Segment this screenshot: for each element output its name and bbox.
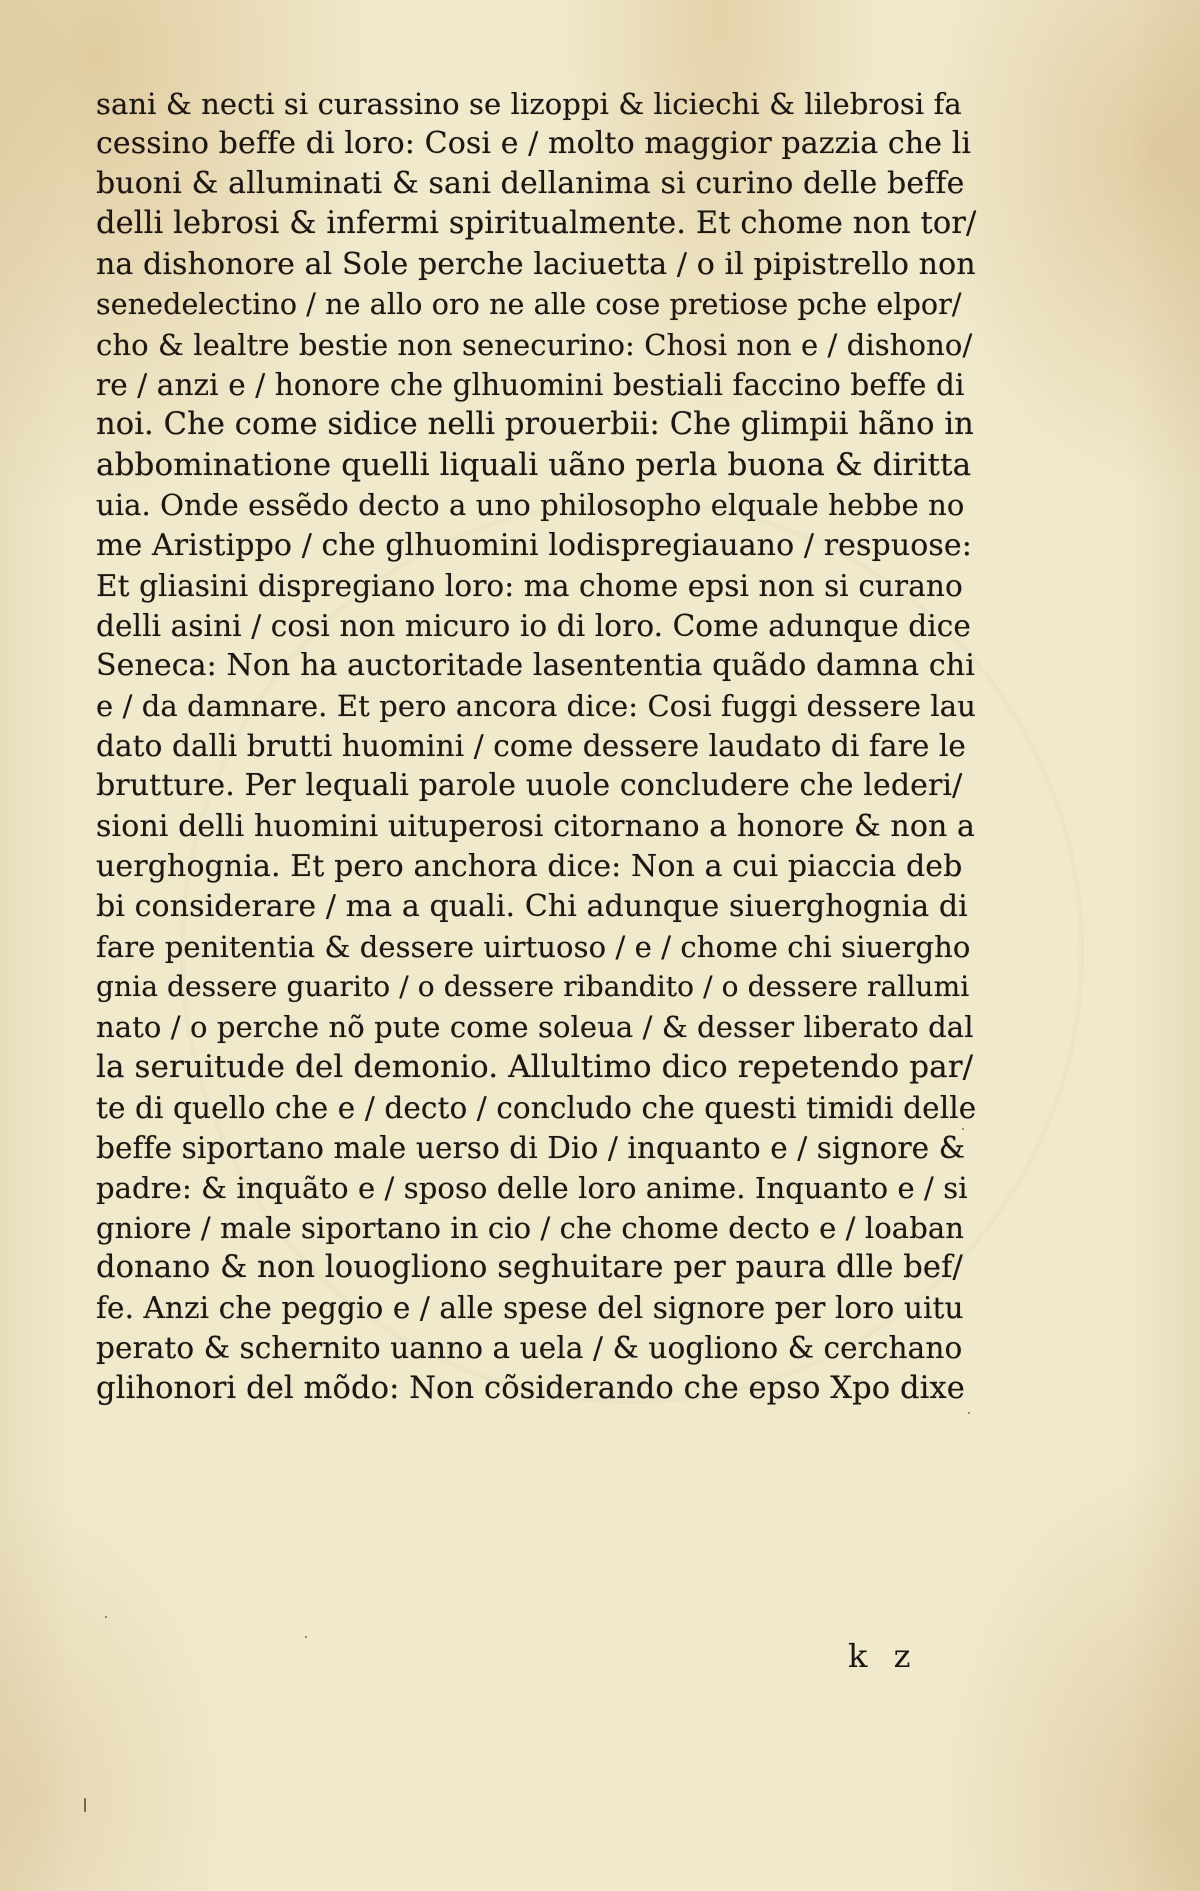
ink-speck: [105, 1616, 107, 1618]
text-line: perato & schernito uanno a uela / & uogliono & cerchano: [96, 1331, 963, 1366]
text-line: gnia dessere guarito / o dessere ribandito / o dessere rallumi: [96, 970, 970, 1004]
text-line: brutture. Per lequali parole uuole concludere che lederi/: [96, 768, 963, 804]
text-line: re / anzi e / honore che glhuomini bestiali faccino beffe di: [96, 367, 965, 402]
text-line: uerghognia. Et pero anchora dice: Non a cui piaccia deb: [96, 848, 963, 884]
ink-speck: [84, 1798, 86, 1812]
text-line: nato / o perche nõ pute come soleua / & desser liberato dal: [96, 1010, 974, 1045]
text-line: sioni delli huomini uituperosi citornano a honore & non a: [96, 808, 976, 844]
text-block: [96, 84, 976, 1409]
text-line: te di quello che e / decto / concludo che questi timidi delle: [96, 1090, 977, 1125]
text-line: buoni & alluminati & sani dellanima si curino delle beffe: [96, 166, 965, 202]
text-line: cho & lealtre bestie non senecurino: Chosi non e / dishono/: [96, 327, 973, 362]
text-line: senedelectino / ne allo oro ne alle cose pretiose pche elpor/: [96, 287, 962, 321]
text-line: fe. Anzi che peggio e / alle spese del signore per loro uitu: [96, 1291, 964, 1326]
text-line: cessino beffe di loro: Cosi e / molto maggior pazzia che li: [96, 126, 972, 162]
ink-speck: [962, 1128, 964, 1130]
ink-speck: [968, 1412, 970, 1414]
text-line: uia. Onde essẽdo decto a uno philosopho elquale hebbe no: [96, 488, 965, 523]
text-line: na dishonore al Sole perche laciuetta / o il pipistrello non: [96, 246, 976, 282]
text-line: glihonori del mõdo: Non cõsiderando che epso Xpo dixe: [96, 1370, 965, 1406]
text-line: bi considerare / ma a quali. Chi adunque siuerghognia di: [96, 888, 968, 924]
text-line: la seruitude del demonio. Allultimo dico repetendo par/: [96, 1049, 974, 1086]
text-line: Et gliasini dispregiano loro: ma chome epsi non si curano: [96, 568, 963, 603]
text-line: noi. Che come sidice nelli prouerbii: Che glimpii hãno in: [96, 407, 974, 443]
text-line: abbominatione quelli liquali uãno perla buona & diritta: [96, 447, 972, 484]
text-line: Seneca: Non ha auctoritade lasententia quãdo damna chi: [96, 647, 975, 683]
text-line: sani & necti si curassino se lizoppi & liciechi & lilebrosi fa: [96, 87, 962, 121]
text-line: donano & non louogliono seghuitare per paura dlle bef/: [96, 1250, 963, 1286]
text-line: fare penitentia & dessere uirtuoso / e / chome chi siuergho: [96, 929, 971, 964]
ink-speck: [305, 1636, 307, 1638]
text-line: beffe siportano male uerso di Dio / inquanto e / signore &: [96, 1130, 966, 1165]
text-line: dato dalli brutti huomini / come dessere laudato di fare le: [96, 729, 966, 764]
text-line: e / da damnare. Et pero ancora dice: Cosi fuggi dessere lau: [96, 689, 976, 724]
text-line: gniore / male siportano in cio / che chome decto e / loaban: [96, 1210, 965, 1245]
text-line: delli asini / cosi non micuro io di loro. Come adunque dice: [96, 608, 971, 643]
text-line: delli lebrosi & infermi spiritualmente. Et chome non tor/: [96, 206, 977, 242]
text-line: me Aristippo / che glhuomini lodispregiauano / respuose:: [96, 527, 972, 563]
signature-mark: k z: [848, 1637, 919, 1675]
text-line: padre: & inquãto e / sposo delle loro anime. Inquanto e / si: [96, 1170, 968, 1205]
